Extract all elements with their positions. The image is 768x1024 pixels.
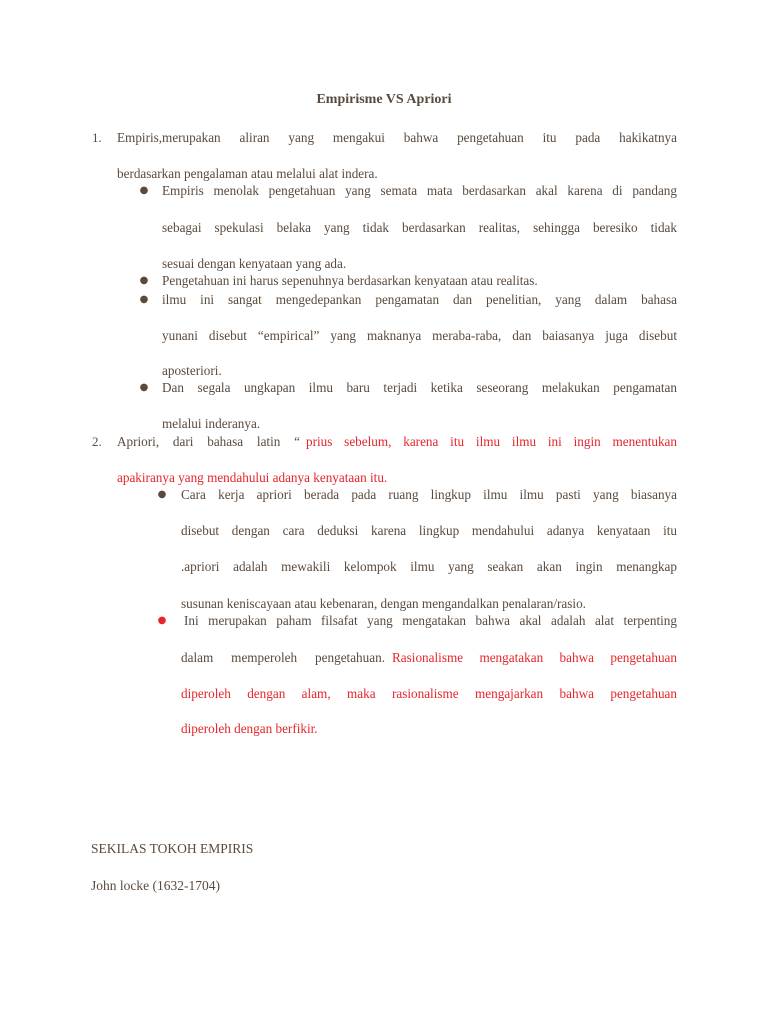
item2-bullet2-line-1: Ini merupakan paham filsafat yang mengatakan bahwa akal adalah alat terpenting <box>184 613 677 628</box>
bullet-icon: ● <box>139 185 149 196</box>
item1-bullet3-line-2: yunani disebut “empirical” yang maknanya meraba-raba, dan baiasanya juga disebut <box>162 328 677 343</box>
item2-bullet1-line-3: .apriori adalah mewakili kelompok ilmu yang seakan akan ingin menangkap <box>181 559 677 574</box>
item2-line-2: apakiranya yang mendahului adanya kenyataan itu. <box>117 470 388 485</box>
item1-line-1: Empiris,merupakan aliran yang mengakui bahwa pengetahuan itu pada hakikatnya <box>117 130 677 145</box>
bullet-icon: ● <box>139 294 149 305</box>
item1-bullet3-line-3: aposteriori. <box>162 363 222 378</box>
bullet-icon: ● <box>157 615 167 626</box>
item2-bullet2-line-2-plain: dalam memperoleh pengetahuan. <box>181 650 385 665</box>
bullet-icon: ● <box>157 489 167 500</box>
item1-bullet4-line-2: melalui inderanya. <box>162 416 261 431</box>
list-number-2: 2. <box>92 434 102 449</box>
list-number-1: 1. <box>92 130 102 145</box>
section-heading: SEKILAS TOKOH EMPIRIS <box>91 841 254 856</box>
item1-bullet1-line-2: sebagai spekulasi belaka yang tidak berdasarkan realitas, sehingga beresiko tidak <box>162 220 677 235</box>
item2-line-1 <box>117 433 677 451</box>
item2-bullet2-line-4: diperoleh dengan berfikir. <box>181 721 318 736</box>
item1-bullet2-line-1: Pengetahuan ini harus sepenuhnya berdasarkan kenyataan atau realitas. <box>162 273 538 288</box>
item2-bullet2-line-2 <box>181 649 677 667</box>
bullet-icon: ● <box>139 275 149 286</box>
person-name: John locke (1632-1704) <box>91 878 220 893</box>
item2-bullet1-line-4: susunan keniscayaan atau kebenaran, dengan mengandalkan penalaran/rasio. <box>181 596 586 611</box>
bullet-icon: ● <box>139 382 149 393</box>
item1-bullet1-line-3: sesuai dengan kenyataan yang ada. <box>162 256 347 271</box>
item1-line-2: berdasarkan pengalaman atau melalui alat indera. <box>117 166 378 181</box>
item2-bullet2-line-3: diperoleh dengan alam, maka rasionalisme mengajarkan bahwa pengetahuan <box>181 686 677 701</box>
item2-line-1-red: prius sebelum, karena itu ilmu ilmu ini ingin menentukan <box>306 434 677 449</box>
item2-line-1-plain: Apriori, dari bahasa latin “ <box>117 434 300 449</box>
item1-bullet3-line-1: ilmu ini sangat mengedepankan pengamatan dan penelitian, yang dalam bahasa <box>162 292 677 307</box>
item2-bullet2-line-2-red: Rasionalisme mengatakan bahwa pengetahuan <box>392 650 677 665</box>
document-title: Empirisme VS Apriori <box>316 92 452 107</box>
item2-bullet1-line-1: Cara kerja apriori berada pada ruang lingkup ilmu ilmu pasti yang biasanya <box>181 487 677 502</box>
item1-bullet4-line-1: Dan segala ungkapan ilmu baru terjadi ketika seseorang melakukan pengamatan <box>162 380 677 395</box>
item2-bullet1-line-2: disebut dengan cara deduksi karena lingkup mendahului adanya kenyataan itu <box>181 523 677 538</box>
item1-bullet1-line-1: Empiris menolak pengetahuan yang semata mata berdasarkan akal karena di pandang <box>162 183 677 198</box>
